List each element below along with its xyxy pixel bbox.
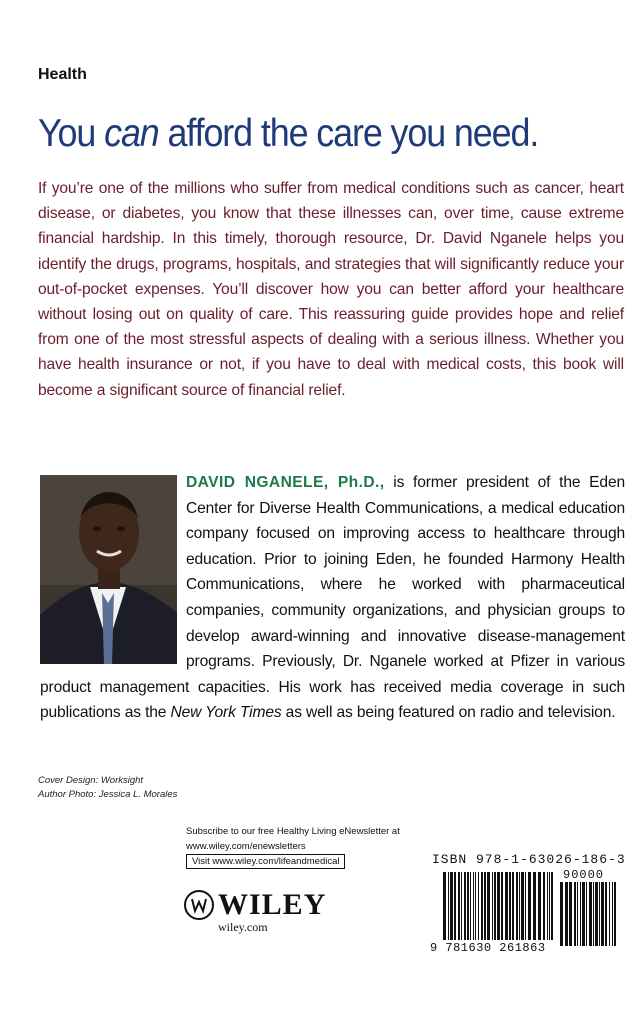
barcode-bar bbox=[593, 882, 594, 946]
barcode-bar bbox=[528, 872, 531, 940]
barcode-bar bbox=[586, 882, 587, 946]
book-description: If you’re one of the millions who suffer from medical conditions such as cancer, heart disease, or diabetes, you know that these illnesses can, over time, cause extreme financial hardship. In this timely, thorough resource, Dr. David Nganele helps you identify the drugs, programs, hospitals, and strategies that will significantly reduce your out-of-pocket expenses. You’ll discover how you can better afford your healthcare without losing out on quality of care. This reassuring guide provides hope and relief from one of the most stressful aspects of dealing with a serious illness. Whether you have health insurance or not, if you have to deal with medical costs, this book will become a significant source of financial relief. bbox=[38, 180, 624, 399]
barcode-bar bbox=[533, 872, 536, 940]
bio-text-part2: as well as being featured on radio and television. bbox=[281, 704, 616, 722]
publisher-url: wiley.com bbox=[218, 920, 268, 934]
barcode-bar bbox=[443, 872, 446, 940]
barcode-bar bbox=[549, 872, 550, 940]
author-photo-credit: Author Photo: Jessica L. Morales bbox=[38, 789, 178, 800]
barcode-bar bbox=[595, 882, 598, 946]
wiley-logo bbox=[184, 888, 326, 922]
visit-link-box[interactable]: Visit www.wiley.com/lifeandmedical bbox=[186, 854, 345, 869]
barcode-bar bbox=[569, 882, 572, 946]
barcode-bar bbox=[582, 882, 585, 946]
barcode-bar bbox=[464, 872, 466, 940]
headline-part2: afford the care you need. bbox=[158, 112, 539, 155]
barcode-bar bbox=[475, 872, 476, 940]
wiley-emblem-icon bbox=[184, 890, 214, 920]
barcode-bar bbox=[478, 872, 479, 940]
barcode-bar bbox=[487, 872, 490, 940]
barcode-digits: 9 781630 261863 bbox=[430, 941, 546, 955]
barcode-bar bbox=[574, 882, 576, 946]
barcode-bar bbox=[614, 882, 616, 946]
barcode-bar bbox=[473, 872, 474, 940]
barcode-bar bbox=[470, 872, 471, 940]
barcode-bar bbox=[461, 872, 462, 940]
headline-emphasis: can bbox=[104, 112, 159, 155]
barcode-bar bbox=[609, 882, 610, 946]
barcode-bar bbox=[494, 872, 496, 940]
barcode-bar bbox=[605, 882, 607, 946]
barcode-bar bbox=[484, 872, 486, 940]
barcode-bar bbox=[538, 872, 541, 940]
barcode-bar bbox=[450, 872, 453, 940]
barcode-bar bbox=[525, 872, 526, 940]
barcode-bar bbox=[505, 872, 508, 940]
isbn-barcode bbox=[443, 872, 553, 940]
barcode-bar bbox=[589, 882, 592, 946]
barcode-bar bbox=[481, 872, 483, 940]
barcode-bar bbox=[509, 872, 511, 940]
barcode-bar bbox=[497, 872, 500, 940]
barcode-bar bbox=[543, 872, 545, 940]
author-name: DAVID NGANELE, Ph.D., bbox=[186, 474, 385, 491]
barcode-bar bbox=[448, 872, 449, 940]
barcode-bar bbox=[454, 872, 456, 940]
barcode-bar bbox=[547, 872, 548, 940]
newsletter-url[interactable]: www.wiley.com/enewsletters bbox=[186, 841, 306, 852]
barcode-bar bbox=[601, 882, 604, 946]
barcode-bar bbox=[512, 872, 514, 940]
isbn-label: ISBN 978-1-63026-186-3 bbox=[432, 852, 626, 867]
barcode-bar bbox=[516, 872, 518, 940]
barcode-bar bbox=[577, 882, 578, 946]
barcode-bar bbox=[612, 882, 613, 946]
newsletter-line1: Subscribe to our free Healthy Living eNewsletter at bbox=[186, 826, 400, 837]
bio-text-part1: is former president of the Eden Center for Diverse Health Communications, a medical education company focused on improving access to healthcare through education. Prior to joining Eden, he founded Harmony Health Communications, where he worked with pharmaceutical companies, community organizations, and physician groups to develop award-winning and innovative disease-management programs. Previously, Dr. Nganele worked at Pfizer in various product management capacities. His work has received media coverage in such publications as the bbox=[40, 474, 625, 722]
cover-design-credit: Cover Design: Worksight bbox=[38, 775, 144, 786]
barcode-bar bbox=[492, 872, 493, 940]
barcode-bar bbox=[580, 882, 581, 946]
barcode-bar bbox=[599, 882, 600, 946]
barcode-bar bbox=[501, 872, 503, 940]
barcode-bar bbox=[565, 882, 568, 946]
barcode-bar bbox=[551, 872, 553, 940]
author-bio bbox=[40, 470, 625, 726]
newsletter-note bbox=[186, 824, 426, 854]
headline bbox=[38, 112, 581, 156]
barcode-addon-code: 90000 bbox=[563, 868, 605, 882]
bio-publication: New York Times bbox=[170, 704, 282, 722]
barcode-bar bbox=[458, 872, 460, 940]
headline-part1: You bbox=[38, 112, 105, 155]
category-label: Health bbox=[38, 66, 87, 83]
barcode-bar bbox=[519, 872, 520, 940]
barcode-bar bbox=[560, 882, 563, 946]
credits bbox=[38, 774, 177, 802]
barcode-bar bbox=[521, 872, 524, 940]
price-barcode bbox=[560, 882, 616, 946]
wiley-wordmark: WILEY bbox=[218, 888, 327, 921]
barcode-bar bbox=[467, 872, 469, 940]
